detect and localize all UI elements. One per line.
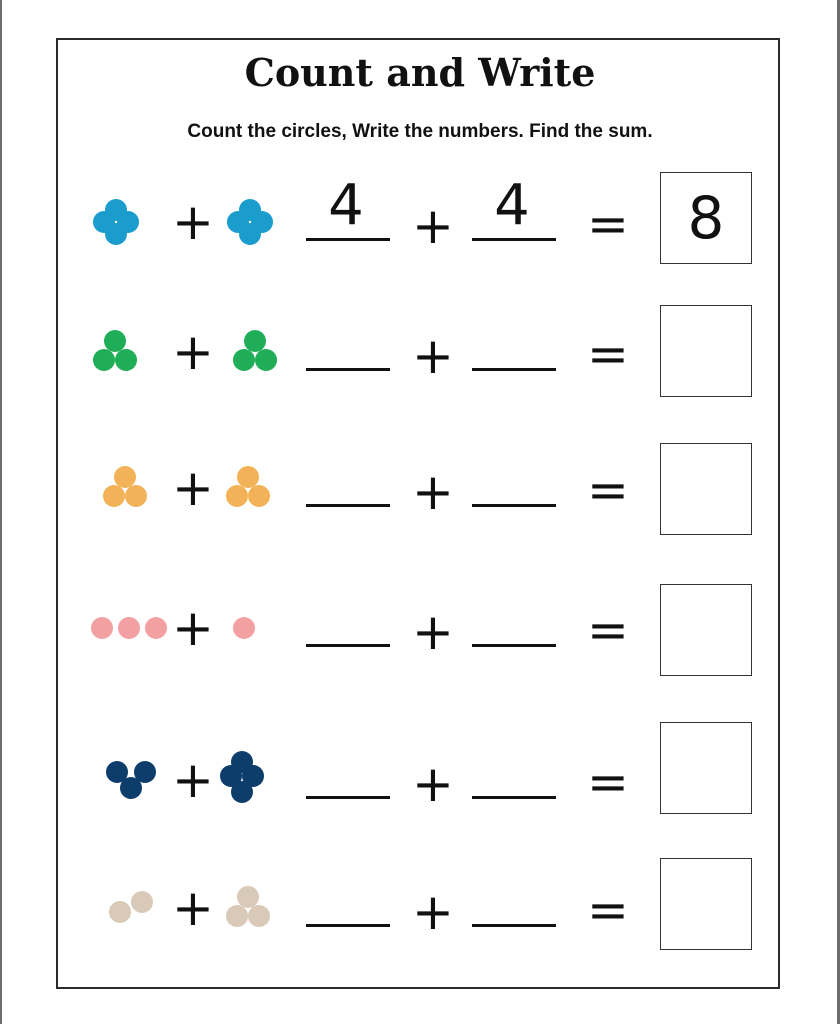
equals-sign: = bbox=[587, 881, 629, 939]
equals-sign: = bbox=[587, 461, 629, 519]
first-addend-blank[interactable] bbox=[306, 238, 390, 241]
first-addend-blank[interactable] bbox=[306, 368, 390, 371]
first-addend-blank[interactable] bbox=[306, 504, 390, 507]
counting-circle bbox=[248, 485, 270, 507]
sum-answer-box[interactable] bbox=[660, 443, 752, 535]
counting-circle bbox=[118, 617, 140, 639]
second-addend-blank[interactable] bbox=[472, 504, 556, 507]
sum-answer-box[interactable] bbox=[660, 722, 752, 814]
plus-sign-blanks: + bbox=[412, 755, 454, 813]
second-addend-blank[interactable] bbox=[472, 238, 556, 241]
worksheet-instructions: Count the circles, Write the numbers. Find the sum. bbox=[187, 121, 653, 142]
plus-sign-circles: + bbox=[172, 193, 214, 251]
counting-circle bbox=[91, 617, 113, 639]
plus-sign-blanks: + bbox=[412, 463, 454, 521]
second-addend-blank[interactable] bbox=[472, 644, 556, 647]
plus-sign-circles: + bbox=[172, 323, 214, 381]
first-addend-answer: 4 bbox=[328, 173, 364, 238]
first-addend-blank[interactable] bbox=[306, 644, 390, 647]
first-addend-blank[interactable] bbox=[306, 796, 390, 799]
equals-sign: = bbox=[587, 325, 629, 383]
first-addend-blank[interactable] bbox=[306, 924, 390, 927]
worksheet-title: Count and Write bbox=[244, 50, 596, 95]
second-addend-blank[interactable] bbox=[472, 796, 556, 799]
page-edge-left bbox=[0, 0, 2, 1024]
counting-circle bbox=[109, 901, 131, 923]
counting-circle bbox=[255, 349, 277, 371]
counting-circle bbox=[226, 485, 248, 507]
counting-circle bbox=[105, 223, 127, 245]
plus-sign-blanks: + bbox=[412, 883, 454, 941]
counting-circle bbox=[103, 485, 125, 507]
counting-circle bbox=[93, 349, 115, 371]
second-addend-blank[interactable] bbox=[472, 924, 556, 927]
sum-answer-box[interactable] bbox=[660, 584, 752, 676]
plus-sign-blanks: + bbox=[412, 197, 454, 255]
counting-circle bbox=[115, 349, 137, 371]
plus-sign-circles: + bbox=[172, 751, 214, 809]
plus-sign-circles: + bbox=[172, 459, 214, 517]
plus-sign-blanks: + bbox=[412, 327, 454, 385]
counting-circle bbox=[131, 891, 153, 913]
sum-answer-box[interactable] bbox=[660, 305, 752, 397]
counting-circle bbox=[226, 905, 248, 927]
equals-sign: = bbox=[587, 753, 629, 811]
counting-circle bbox=[233, 617, 255, 639]
counting-circle bbox=[125, 485, 147, 507]
sum-answer-box[interactable]: 8 bbox=[660, 172, 752, 264]
plus-sign-blanks: + bbox=[412, 603, 454, 661]
second-addend-blank[interactable] bbox=[472, 368, 556, 371]
equals-sign: = bbox=[587, 195, 629, 253]
second-addend-answer: 4 bbox=[494, 173, 530, 238]
counting-circle bbox=[239, 223, 261, 245]
plus-sign-circles: + bbox=[172, 879, 214, 937]
counting-circle bbox=[231, 781, 253, 803]
counting-circle bbox=[248, 905, 270, 927]
counting-circle bbox=[233, 349, 255, 371]
plus-sign-circles: + bbox=[172, 599, 214, 657]
sum-answer-box[interactable] bbox=[660, 858, 752, 950]
equals-sign: = bbox=[587, 601, 629, 659]
counting-circle bbox=[145, 617, 167, 639]
counting-circle bbox=[120, 777, 142, 799]
